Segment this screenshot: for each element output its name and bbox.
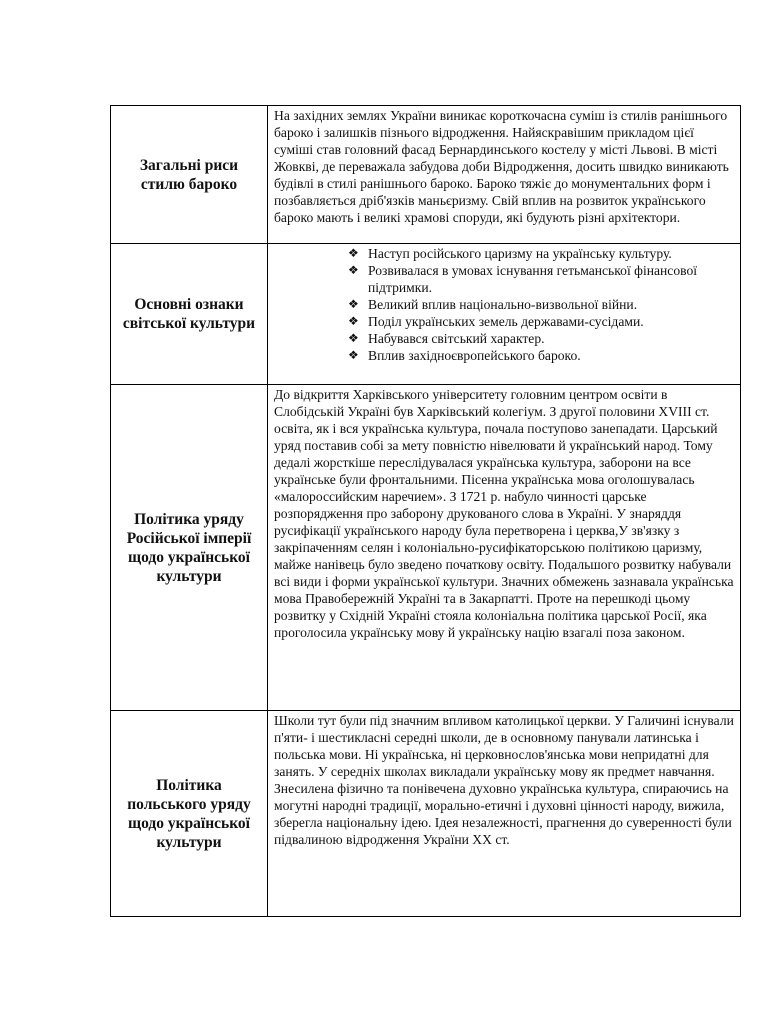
diamond-bullet-icon: ❖ [348, 331, 359, 345]
list-item-text: Розвивалася в умовах існування гетьманської фінансової підтримки. [368, 263, 698, 295]
bullet-list [274, 245, 736, 364]
row-bullets [268, 244, 741, 385]
list-item-text: Вплив західноєвропейського бароко. [368, 348, 581, 363]
list-item [348, 313, 736, 330]
table-row [111, 106, 741, 244]
list-item-text: Наступ російського царизму на українську культуру. [368, 246, 672, 261]
row-heading: Політика уряду Російської імперії щодо української культури [111, 385, 268, 711]
list-item-text: Набувався світський характер. [368, 331, 545, 346]
list-item [348, 330, 736, 347]
list-item-text: Великий вплив національно-визвольної війни. [368, 297, 638, 312]
document-table [110, 105, 741, 917]
table-row [111, 244, 741, 385]
row-text: На західних землях України виникає короткочасна суміш із стилів ранішнього бароко і залишків пізнього відродження. Найяскравішим прикладом цієї суміші став головний фасад Бернардинського костелу у місті Львові. В місті Жовкві, де переважала забудова доби Відродження, досить швидко виникають будівлі в стилі ранішнього бароко. Бароко тяжіє до монументальних форм і позбавляється дріб'язків маньєризму. Свій вплив на розвиток українського бароко мають і великі храмові споруди, які будують різні архітектори. [268, 106, 741, 244]
diamond-bullet-icon: ❖ [348, 246, 359, 260]
list-item [348, 347, 736, 364]
diamond-bullet-icon: ❖ [348, 314, 359, 328]
row-heading: Політика польського уряду щодо української культури [111, 711, 268, 917]
list-item [348, 296, 736, 313]
row-text: Школи тут були під значним впливом католицької церкви. У Галичині існували п'яти- і шестикласні середні школи, де в основному панували латинська і польська мови. Ні українська, ні церковнослов'янська мови непридатні для занять. У середніх школах викладали українську мову як предмет навчання. Знесилена фізично та понівечена духовно українська культура, спираючись на могутні народні традиції, морально-етичні і духовні цінності народу, вижила, зберегла національну ідею. Ідея незалежності, прагнення до суверенності були підвалиною відродження України XX ст. [268, 711, 741, 917]
row-heading: Основні ознаки світської культури [111, 244, 268, 385]
diamond-bullet-icon: ❖ [348, 297, 359, 311]
table-row [111, 385, 741, 711]
diamond-bullet-icon: ❖ [348, 263, 359, 277]
list-item-text: Поділ українських земель державами-сусідами. [368, 314, 644, 329]
list-item [348, 262, 736, 296]
row-heading: Загальні риси стилю бароко [111, 106, 268, 244]
list-item [348, 245, 736, 262]
row-text: До відкриття Харківського університету головним центром освіти в Слобідській Україні був Харківський колегіум. З другої половини XVIII ст. освіта, як і вся українська культура, почала поступово занепадати. Царський уряд поставив собі за мету повністю нівелювати й український народ. Тому дедалі жорсткіше переслідувалася українська культура, заборони на все українське були фронтальними. Пісенна українська мова оголошувалась «малороссийским наречием». З 1721 р. набуло чинності царське розпорядження про заборону друкованого слова в Україні. У знаряддя русифікації українського народу була перетворена і церква,У зв'язку з закріпаченням селян і колоніально-русифікаторською політикою царизму, майже нанівець було зведено початкову освіту. Подальшого розвитку набували всі види і форми української культури. Значних обмежень зазнавала українська мова Правобережній Україні та в Закарпатті. Проте на перешкоді цьому розвитку у Східній Україні стояла колоніальна політика царської Росії, яка проголосила українську мову й українську націю взагалі поза законом. [268, 385, 741, 711]
table-row [111, 711, 741, 917]
diamond-bullet-icon: ❖ [348, 348, 359, 362]
